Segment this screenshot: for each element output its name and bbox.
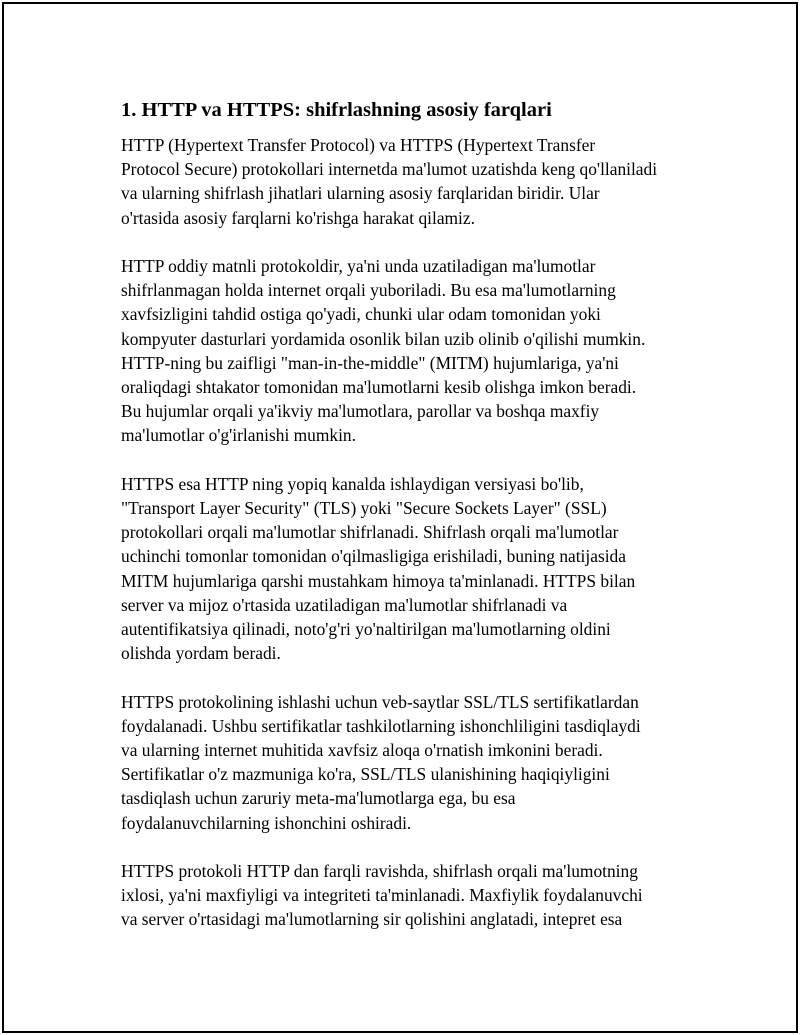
text-line: autentifikatsiya qilinadi, noto'g'ri yo'naltirilgan ma'lumotlarning oldini xyxy=(121,619,611,640)
text-line: HTTPS protokoli HTTP dan farqli ravishda, shifrlash orqali ma'lumotning xyxy=(121,861,638,882)
document-page xyxy=(2,2,798,1033)
text-line: va ularning shifrlash jihatlari ularning asosiy farqlaridan biridir. Ular xyxy=(121,183,600,204)
text-line: ixlosi, ya'ni maxfiyligi va integriteti ta'minlanadi. Maxfiylik foydalanuvchi xyxy=(121,885,643,906)
paragraph xyxy=(121,859,721,932)
text-line: Bu hujumlar orqali ya'ikviy ma'lumotlara, parollar va boshqa maxfiy xyxy=(121,401,600,422)
text-line: ma'lumotlar o'g'irlanishi mumkin. xyxy=(121,425,356,446)
text-line: tasdiqlash uchun zaruriy meta-ma'lumotlarga ega, bu esa xyxy=(121,788,516,809)
text-line: "Transport Layer Security" (TLS) yoki "Secure Sockets Layer" (SSL) xyxy=(121,498,607,519)
text-line: Sertifikatlar o'z mazmuniga ko'ra, SSL/TLS ulanishining haqiqiyligini xyxy=(121,764,610,785)
text-line: uchinchi tomonlar tomonidan o'qilmasligiga erishiladi, buning natijasida xyxy=(121,546,626,567)
text-line: foydalanadi. Ushbu sertifikatlar tashkilotlarning ishonchliligini tasdiqlaydi xyxy=(121,715,641,736)
text-line: MITM hujumlariga qarshi mustahkam himoya ta'minlanadi. HTTPS bilan xyxy=(121,570,636,591)
text-line: xavfsizligini tahdid ostiga qo'yadi, chunki ular odam tomonidan yoki xyxy=(121,304,601,325)
paragraph xyxy=(121,472,721,666)
document-body xyxy=(121,96,721,956)
paragraph xyxy=(121,133,721,230)
text-line: HTTP-ning bu zaifligi "man-in-the-middle" (MITM) hujumlariga, ya'ni xyxy=(121,352,619,373)
text-line: foydalanuvchilarning ishonchini oshiradi. xyxy=(121,812,412,833)
text-line: HTTP (Hypertext Transfer Protocol) va HTTPS (Hypertext Transfer xyxy=(121,135,596,155)
text-line: shifrlanmagan holda internet orqali yuboriladi. Bu esa ma'lumotlarning xyxy=(121,280,616,301)
text-line: va ularning internet muhitida xavfsiz aloqa o'rnatish imkonini beradi. xyxy=(121,740,603,761)
text-line: oraliqdagi shtakator tomonidan ma'lumotlarni kesib olishga imkon beradi. xyxy=(121,377,637,398)
text-line: o'rtasida asosiy farqlarni ko'rishga harakat qilamiz. xyxy=(121,207,475,228)
text-line: HTTP oddiy matnli protokoldir, ya'ni unda uzatiladigan ma'lumotlar xyxy=(121,256,596,276)
paragraph xyxy=(121,690,721,835)
text-line: server va mijoz o'rtasida uzatiladigan ma'lumotlar shifrlanadi va xyxy=(121,594,568,615)
text-line: va server o'rtasidagi ma'lumotlarning sir qolishini anglatadi, intepret esa xyxy=(121,909,623,930)
text-line: HTTPS protokolining ishlashi uchun veb-saytlar SSL/TLS sertifikatlardan xyxy=(121,691,639,712)
section-heading: 1. HTTP va HTTPS: shifrlashning asosiy farqlari xyxy=(121,99,552,121)
text-line: protokollari orqali ma'lumotlar shifrlanadi. Shifrlash orqali ma'lumotlar xyxy=(121,522,619,543)
text-line: HTTPS esa HTTP ning yopiq kanalda ishlaydigan versiyasi bo'lib, xyxy=(121,473,584,494)
text-line: kompyuter dasturlari yordamida osonlik bilan uzib olinib o'qilishi mumkin. xyxy=(121,328,646,349)
paragraph xyxy=(121,254,721,448)
text-line: Protocol Secure) protokollari internetda ma'lumot uzatishda keng qo'llaniladi xyxy=(121,159,658,180)
text-line: olishda yordam beradi. xyxy=(121,643,281,664)
